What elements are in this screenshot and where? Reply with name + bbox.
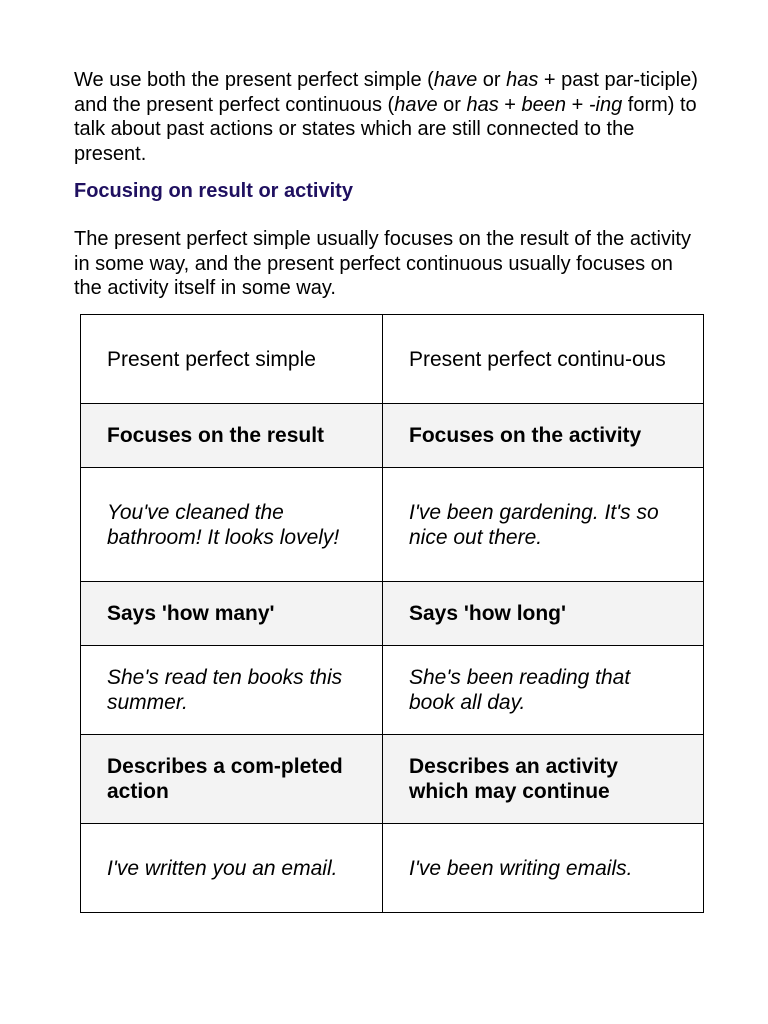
example-cell-simple: You've cleaned the bathroom! It looks lovely! [81, 468, 383, 582]
body-paragraph: The present perfect simple usually focuses on the result of the activity in some way, and the present perfect continuous usually focuses on the activity itself in some way. [74, 228, 691, 299]
table-row [81, 824, 704, 913]
header-cell-continuous: Present perfect continu-ous [383, 315, 704, 404]
intro-has-2: has [466, 93, 499, 116]
table-row [81, 468, 704, 582]
table-row [81, 582, 704, 646]
label-cell-continuous: Describes an activity which may continue [383, 735, 704, 824]
table-row [81, 646, 704, 735]
table-row [81, 735, 704, 824]
header-cell-simple: Present perfect simple [81, 315, 383, 404]
label-cell-simple: Says 'how many' [81, 582, 383, 646]
intro-plus-2: + [566, 93, 589, 116]
intro-have-2: have [394, 93, 438, 116]
intro-paragraph [74, 68, 704, 166]
intro-text-3: form) to talk about past actions or states which are still connected to the present. [74, 93, 697, 165]
intro-been: been [521, 93, 567, 116]
table-row [81, 404, 704, 468]
example-cell-continuous: I've been gardening. It's so nice out there. [383, 468, 704, 582]
example-cell-simple: I've written you an email. [81, 824, 383, 913]
intro-ing: -ing [588, 93, 623, 116]
label-cell-simple: Focuses on the result [81, 404, 383, 468]
intro-plus-1: + [498, 93, 522, 116]
example-cell-continuous: I've been writing emails. [383, 824, 704, 913]
intro-has: has [506, 69, 539, 91]
intro-text-1: We use both the present perfect simple ( [74, 69, 434, 91]
intro-have: have [433, 69, 478, 91]
label-cell-simple: Describes a com-pleted action [81, 735, 383, 824]
example-cell-continuous: She's been reading that book all day. [383, 646, 704, 735]
label-cell-continuous: Focuses on the activity [383, 404, 704, 468]
intro-or: or [477, 69, 507, 91]
label-cell-continuous: Says 'how long' [383, 582, 704, 646]
intro-or-2: or [437, 93, 467, 116]
intro-text-2: + past par-ticiple) and the present perfect continuous ( [74, 69, 698, 116]
example-cell-simple: She's read ten books this summer. [81, 646, 383, 735]
table-header-row [81, 315, 704, 404]
comparison-table [80, 314, 704, 913]
section-heading: Focusing on result or activity [74, 180, 353, 202]
